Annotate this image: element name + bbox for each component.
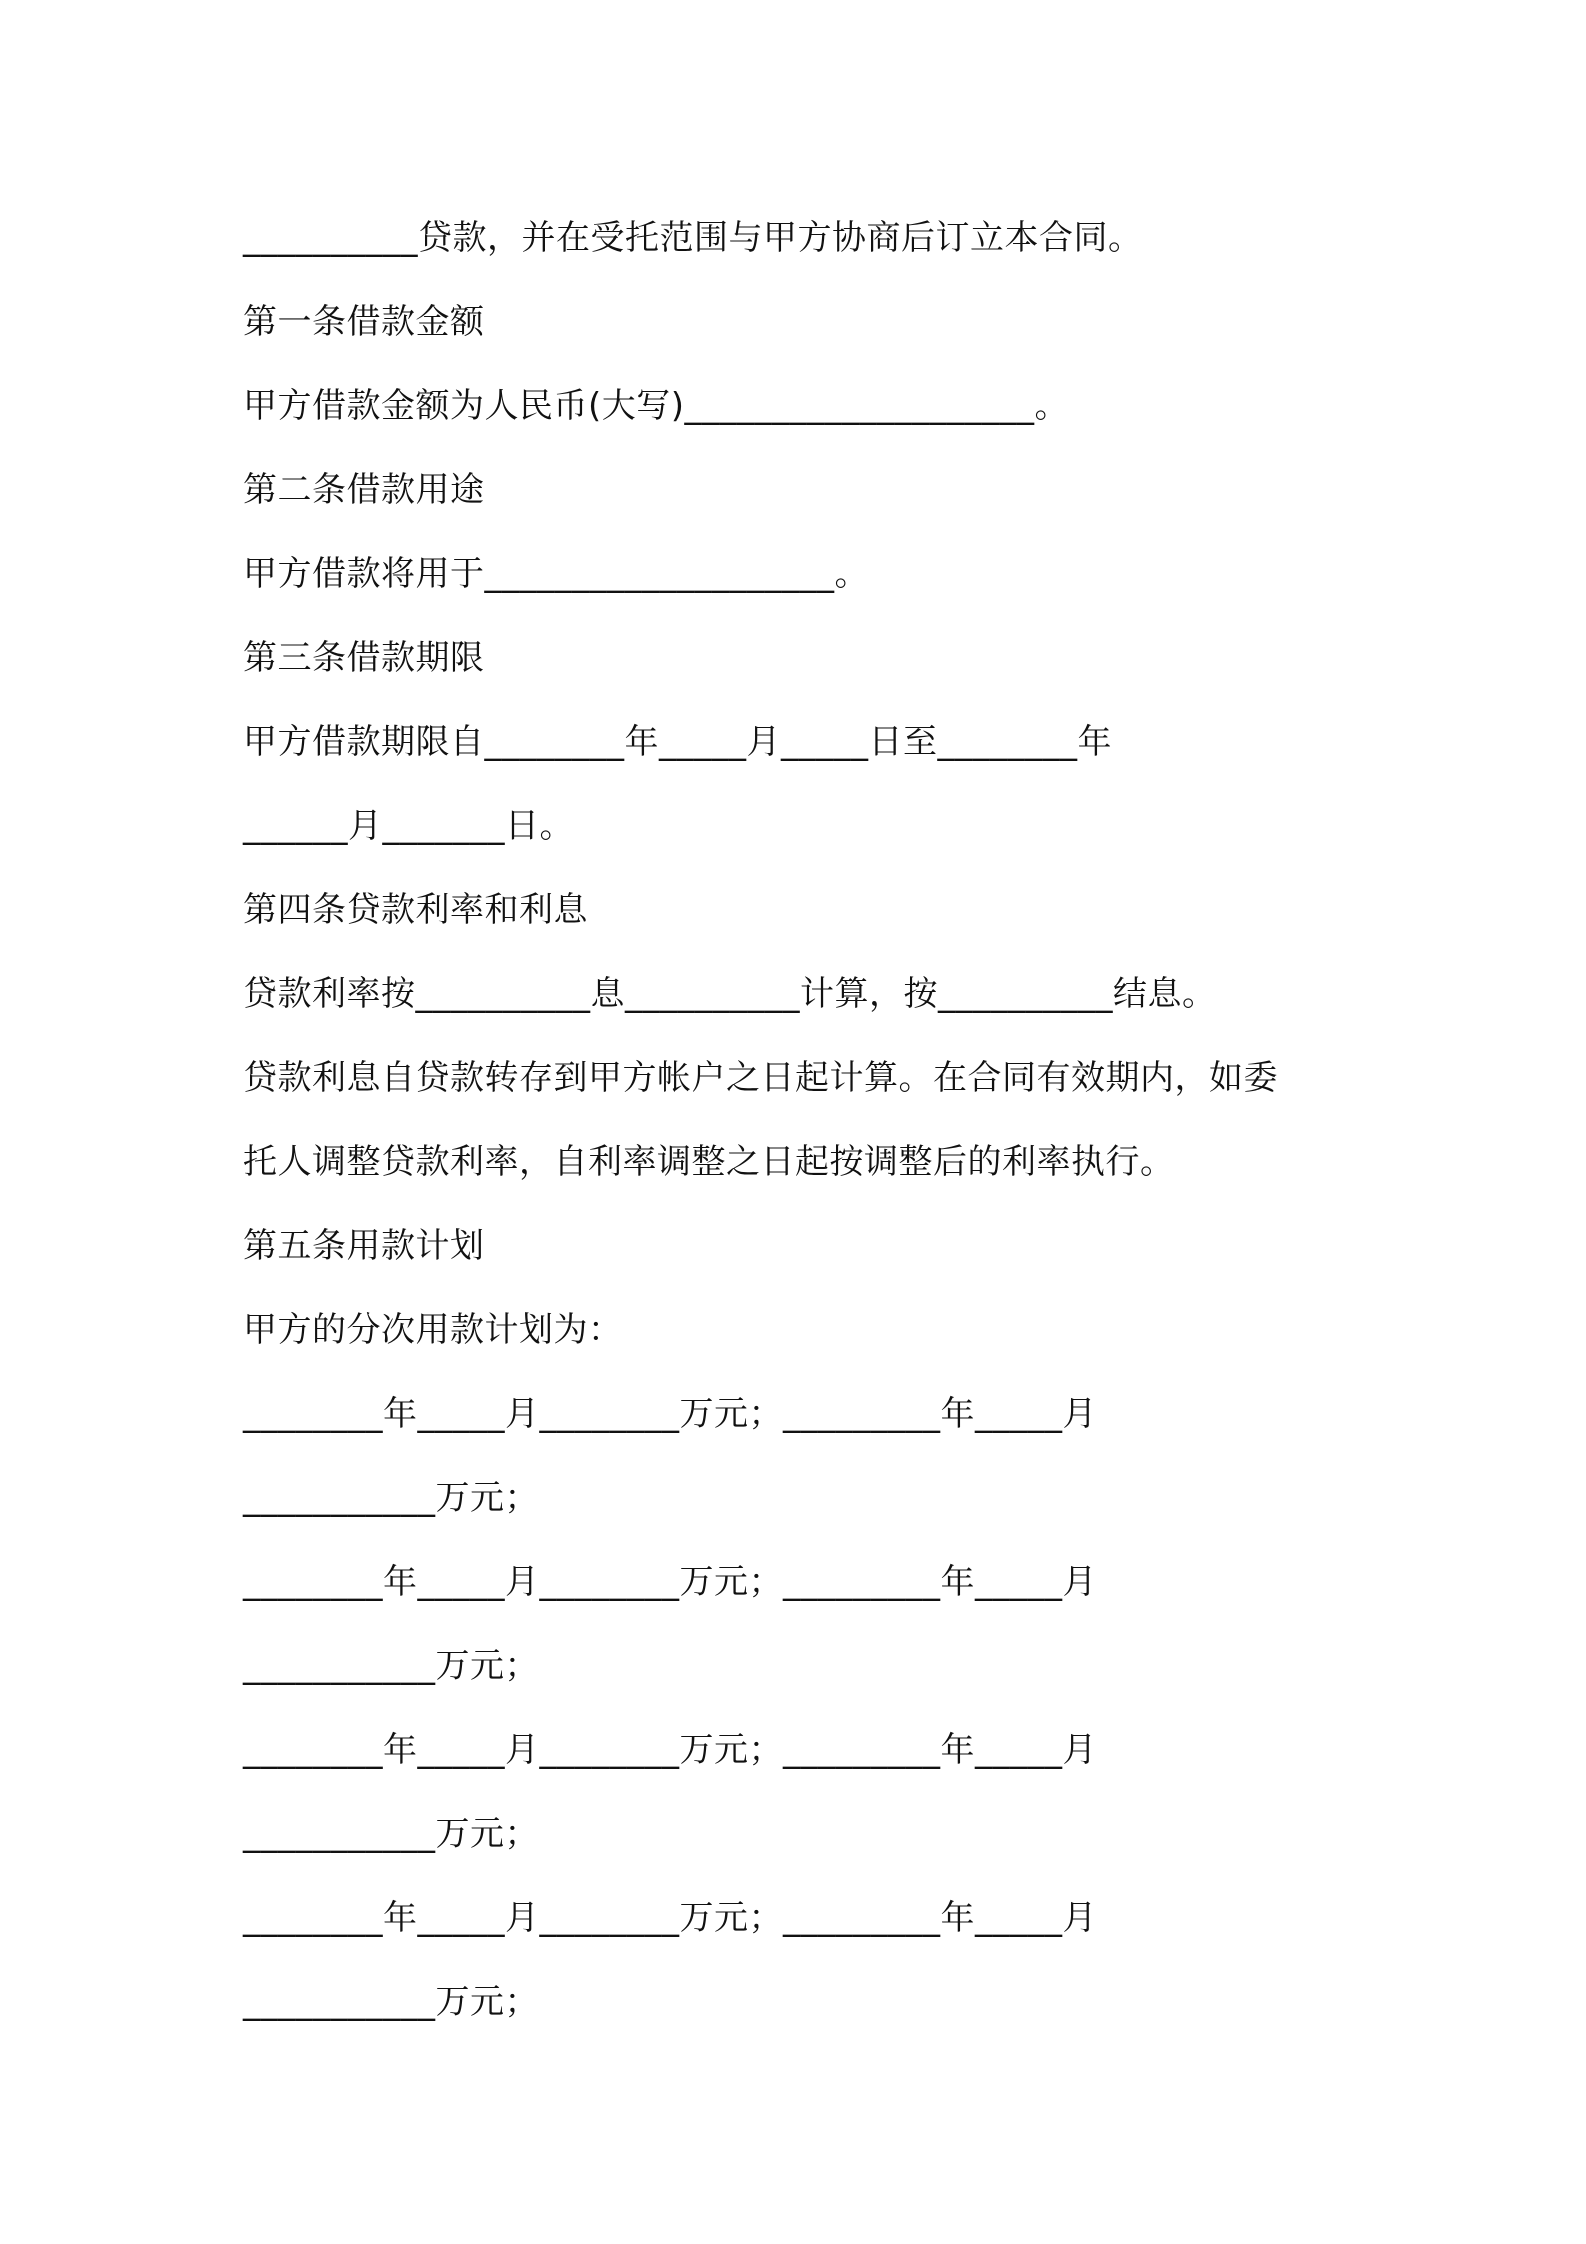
- schedule-line: ___________万元；: [243, 1814, 539, 1854]
- schedule-line: ________年_____月________万元；_________年_____月: [243, 1898, 1097, 1938]
- article-4-text-line-1: 贷款利率按__________息__________计算，按__________结息。: [243, 974, 1217, 1014]
- article-4-text-line-2: 贷款利息自贷款转存到甲方帐户之日起计算。在合同有效期内，如委: [243, 1058, 1278, 1098]
- schedule-line: ___________万元；: [243, 1982, 539, 2022]
- schedule-line: ________年_____月________万元；_________年_____月: [243, 1394, 1097, 1434]
- schedule-line: ___________万元；: [243, 1478, 539, 1518]
- schedule-line: ___________万元；: [243, 1646, 539, 1686]
- article-3-text-line-2: ______月_______日。: [243, 806, 574, 846]
- clause-intro-line: __________贷款，并在受托范围与甲方协商后订立本合同。: [243, 218, 1143, 258]
- article-3-text-line-1: 甲方借款期限自________年_____月_____日至________年: [243, 722, 1112, 762]
- contract-text: [243, 196, 1363, 2044]
- article-2-text: 甲方借款将用于____________________。: [243, 554, 869, 594]
- article-5-heading: 第五条用款计划: [243, 1226, 485, 1266]
- schedule-line: ________年_____月________万元；_________年_____月: [243, 1562, 1097, 1602]
- article-2-heading: 第二条借款用途: [243, 470, 485, 510]
- article-1-text: 甲方借款金额为人民币(大写)____________________。: [243, 386, 1070, 426]
- article-5-intro: 甲方的分次用款计划为：: [243, 1310, 623, 1350]
- article-1-heading: 第一条借款金额: [243, 302, 485, 342]
- schedule-line: ________年_____月________万元；_________年_____月: [243, 1730, 1097, 1770]
- article-3-heading: 第三条借款期限: [243, 638, 485, 678]
- article-4-text-line-3: 托人调整贷款利率，自利率调整之日起按调整后的利率执行。: [243, 1142, 1175, 1182]
- article-4-heading: 第四条贷款利率和利息: [243, 890, 588, 930]
